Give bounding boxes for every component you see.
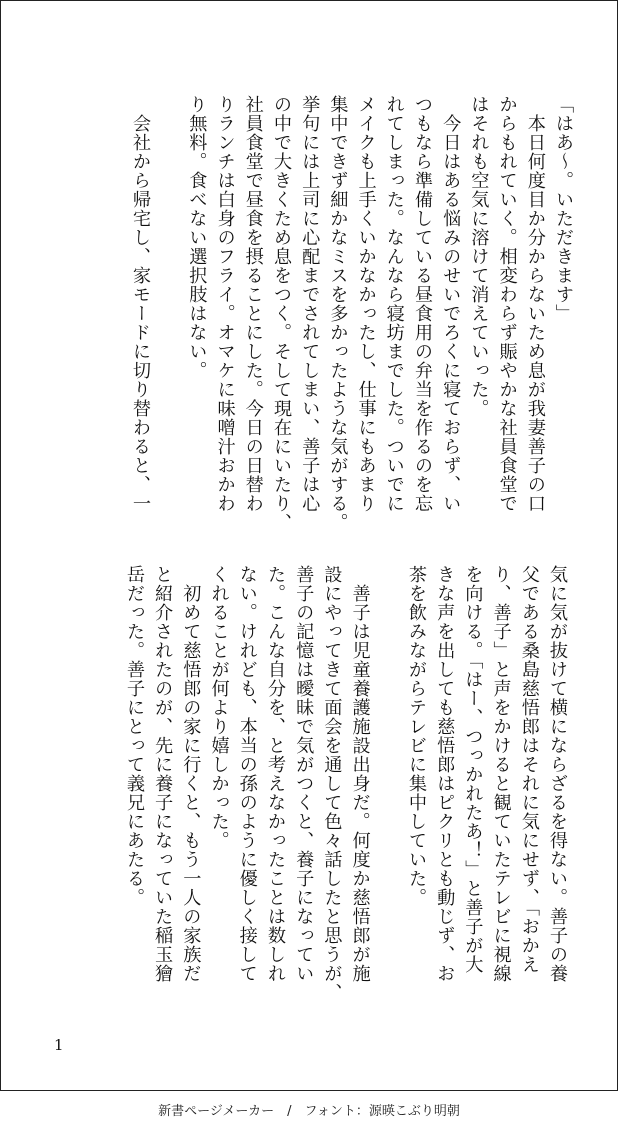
text-line: 設にやってきて面会を通して色々話したと思うが、 — [321, 565, 343, 1002]
text-line: の中で大きくため息をつく。そして現在にいたり、 — [270, 95, 292, 532]
text-line: からもれていく。相変わらず賑やかな社員食堂で — [496, 95, 518, 513]
text-line: れてしまった。なんなら寝坊までした。ついでに — [383, 95, 405, 513]
text-line: 挙句には上司に心配までされてしまい、善子は心 — [299, 95, 321, 513]
text-line: くれることが何より嬉しかった。 — [208, 565, 230, 850]
text-line: と紹介されたのが、先に養子になっていた稲玉獪 — [152, 565, 174, 983]
text-line: 岳だった。善子にとって義兄にあたる。 — [123, 565, 145, 907]
text-line: 本日何度目か分からないため息が我妻善子の口 — [524, 95, 546, 513]
text-line: 善子の記憶は曖昧で気がつくと、養子になってい — [293, 565, 315, 983]
text-line: ない。けれども、本当の孫のように優しく接して — [236, 565, 258, 983]
text-line: り無料。食べない選択肢はない。 — [186, 95, 208, 380]
top-text-block — [126, 95, 577, 535]
text-line: 気に気が抜けて横にならざるを得ない。善子の養 — [547, 565, 568, 983]
text-line: 初めて慈悟郎の家に行くと、もう一人の家族だ — [180, 565, 202, 983]
text-line: 茶を飲みながらテレビに集中していた。 — [405, 565, 427, 907]
text-line: 善子は児童養護施設出身だ。何度か慈悟郎が施 — [349, 565, 371, 983]
text-line: はそれも空気に溶けて消えていった。 — [468, 95, 490, 418]
text-line: メイクも上手くいかなかったし、仕事にもあまり — [355, 95, 377, 513]
text-line: た。こんな自分を、と考えなかったことは数しれ — [264, 565, 286, 983]
text-line: 社員食堂で昼食を摂ることにした。今日の日替わ — [242, 95, 264, 513]
text-line: 父である桑島慈悟郎はそれに気にせず、「おかえ — [518, 565, 540, 974]
footer-credit: 新書ページメーカー / フォント：源暎こぶり明朝 — [158, 1104, 460, 1119]
text-line: 今日はある悩みのせいでろくに寝ておらず、い — [440, 95, 462, 513]
text-line: 会社から帰宅し、家モードに切り替わると、一 — [129, 95, 151, 513]
text-line: 「はあ〜。いただきます」 — [553, 95, 574, 323]
text-line: 集中できず細かなミスを多かったような気がする。 — [327, 95, 349, 532]
text-line: つもなら準備している昼食用の弁当を作るのを忘 — [411, 95, 433, 513]
blank-line — [374, 565, 402, 1005]
text-line: り、善子」と声をかけると観ていたテレビに視線 — [490, 565, 512, 983]
page-number: 1 — [54, 1036, 64, 1054]
text-line: りランチは白身のフライ。オマケに味噌汁おかわ — [214, 95, 236, 513]
blank-line — [154, 95, 182, 535]
bottom-text-block — [120, 565, 571, 1005]
text-line: を向ける。「はー、つっかれたあ！」と善子が大 — [462, 565, 484, 974]
text-line: きな声を出しても慈悟郎はピクリとも動じず、お — [434, 565, 456, 983]
